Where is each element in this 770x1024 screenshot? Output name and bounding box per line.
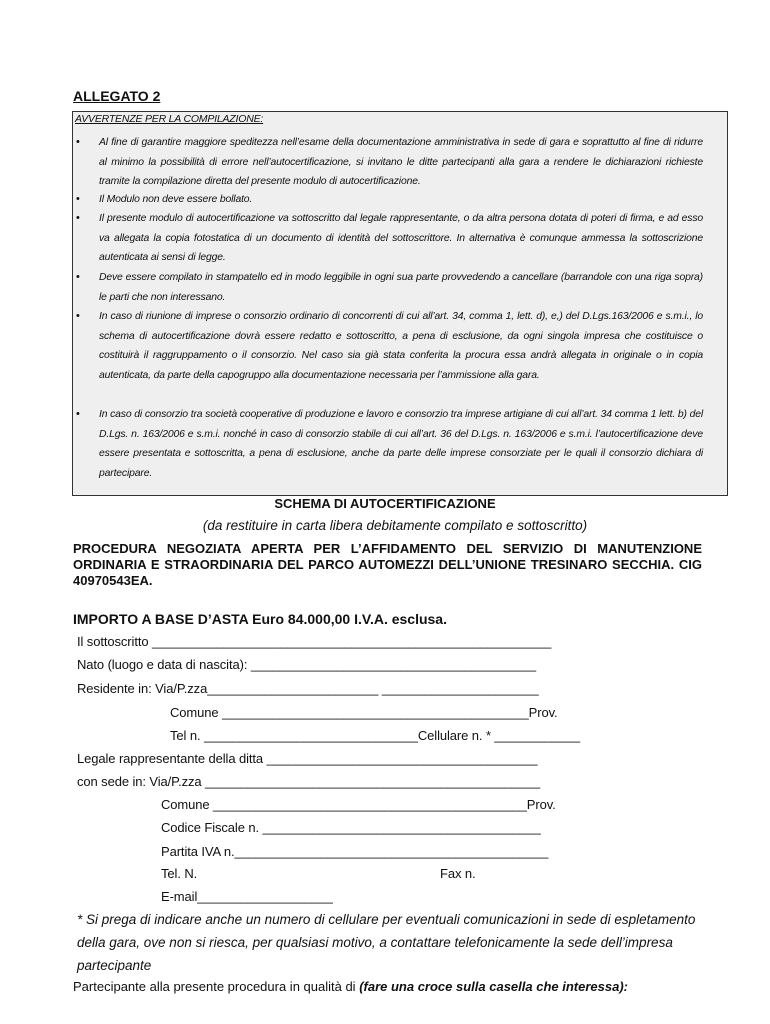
note-text: Al fine di garantire maggiore speditezza nell’esame della documentazione amministrativa in sede di gara e soprattutto al fine di ridurre al minimo la possibilità di errore nell’autocertificazione, si invitano le ditte partecipanti alla gara a rendere le dichiarazioni richieste tramite la compilazione diretta del presente modulo di autocertificazione.	[99, 137, 703, 188]
bullet-icon: •	[76, 408, 80, 420]
notes-header: AVVERTENZE PER LA COMPILAZIONE:	[75, 113, 264, 125]
field-tax-code[interactable]: Codice Fiscale n. _______________________________________	[161, 820, 541, 835]
field-company-address[interactable]: con sede in: Via/P.zza _______________________________________________	[77, 774, 541, 789]
mobile-note: * Si prega di indicare anche un numero di cellulare per eventuali comunicazioni in sede di espletamento della gara, ove non si riesca, per qualsiasi motivo, a contattare telefonicamente la sede dell’impresa partecipante	[77, 912, 696, 973]
participation-text: Partecipante alla presente procedura in qualità di	[73, 979, 360, 994]
bullet-icon: •	[76, 136, 80, 148]
note-text: Il presente modulo di autocertificazione va sottoscritto dal legale rappresentante, o da altra persona dotata di poteri di firma, e ad esso va allegata la copia fotostatica di un documento di identità del sottoscrittore. In alternativa è comunque ammessa la sottoscrizione autenticata ai sensi di legge.	[99, 213, 703, 264]
schema-subtitle: (da restituire in carta libera debitamente compilato e sottoscritto)	[202, 518, 588, 533]
field-sottoscritto[interactable]: Il sottoscritto ________________________________________________________	[77, 634, 552, 649]
bullet-icon: •	[76, 271, 80, 283]
note-text: In caso di consorzio tra società cooperative di produzione e lavoro e consorzio tra imprese artigiane di cui all’art. 34 comma 1 lett. b) del D.Lgs. n. 163/2006 e s.m.i. nonché in caso di consorzio stabile di cui all’art. 36 del D.Lgs. n. 163/2006 e s.m.i. l’autocertificazione deve essere presentata e sottoscritta, a pena di esclusione, anche da parte delle imprese consorziate per le quali il consorzio dichiara di partecipare.	[99, 409, 703, 479]
field-residence[interactable]: Residente in: Via/P.zza________________________ ______________________	[77, 681, 539, 696]
participation-line	[73, 979, 628, 994]
field-birth[interactable]: Nato (luogo e data di nascita): ________________________________________	[77, 657, 537, 672]
field-tel[interactable]: Tel. N.	[161, 866, 198, 881]
field-fax[interactable]: Fax n.	[440, 866, 476, 881]
participation-instruction: (fare una croce sulla casella che interessa):	[359, 979, 628, 994]
field-comune-residence[interactable]: Comune ___________________________________________Prov.	[170, 705, 558, 720]
field-email[interactable]: E-mail___________________	[161, 889, 333, 904]
procedure-description: PROCEDURA NEGOZIATA APERTA PER L’AFFIDAMENTO DEL SERVIZIO DI MANUTENZIONE ORDINARIA E STRAORDINARIA DEL PARCO AUTOMEZZI DELL’UNIONE TRESINARO SECCHIA. CIG 40970543EA.	[73, 541, 702, 588]
compilation-notes-box	[72, 111, 728, 496]
field-phone-mobile[interactable]: Tel n. ______________________________Cellulare n. * ____________	[170, 728, 580, 743]
field-comune-company[interactable]: Comune ____________________________________________Prov.	[161, 797, 556, 812]
allegato-title: ALLEGATO 2	[73, 88, 161, 104]
bullet-icon: •	[76, 310, 80, 322]
bullet-icon: •	[76, 193, 80, 205]
bullet-icon: •	[76, 212, 80, 224]
note-text: Il Modulo non deve essere bollato.	[99, 194, 253, 205]
field-vat-number[interactable]: Partita IVA n.____________________________________________	[161, 844, 549, 859]
field-legal-representative[interactable]: Legale rappresentante della ditta ______________________________________	[77, 751, 538, 766]
note-text: In caso di riunione di imprese o consorzio ordinario di concorrenti di cui all’art. 34, comma 1, lett. d), e,) del D.Lgs.163/2006 e s.m.i., lo schema di autocertificazione dovrà essere redatto e sottoscritto, a pena di esclusione, da ogni singola impresa che costituisce o costituirà il raggruppamento o il consorzio. Nel caso sia già stata conferita la procura essa andrà allegata in originale o in copia autenticata, da parte della capogruppo alla documentazione necessaria per l’ammissione alla gara.	[99, 311, 703, 381]
schema-title: SCHEMA DI AUTOCERTIFICAZIONE	[274, 496, 496, 511]
base-amount: IMPORTO A BASE D’ASTA Euro 84.000,00 I.V.A. esclusa.	[73, 611, 447, 627]
note-text: Deve essere compilato in stampatello ed in modo leggibile in ogni sua parte provvedendo a cancellare (barrandole con una riga sopra) le parti che non interessano.	[99, 272, 703, 303]
